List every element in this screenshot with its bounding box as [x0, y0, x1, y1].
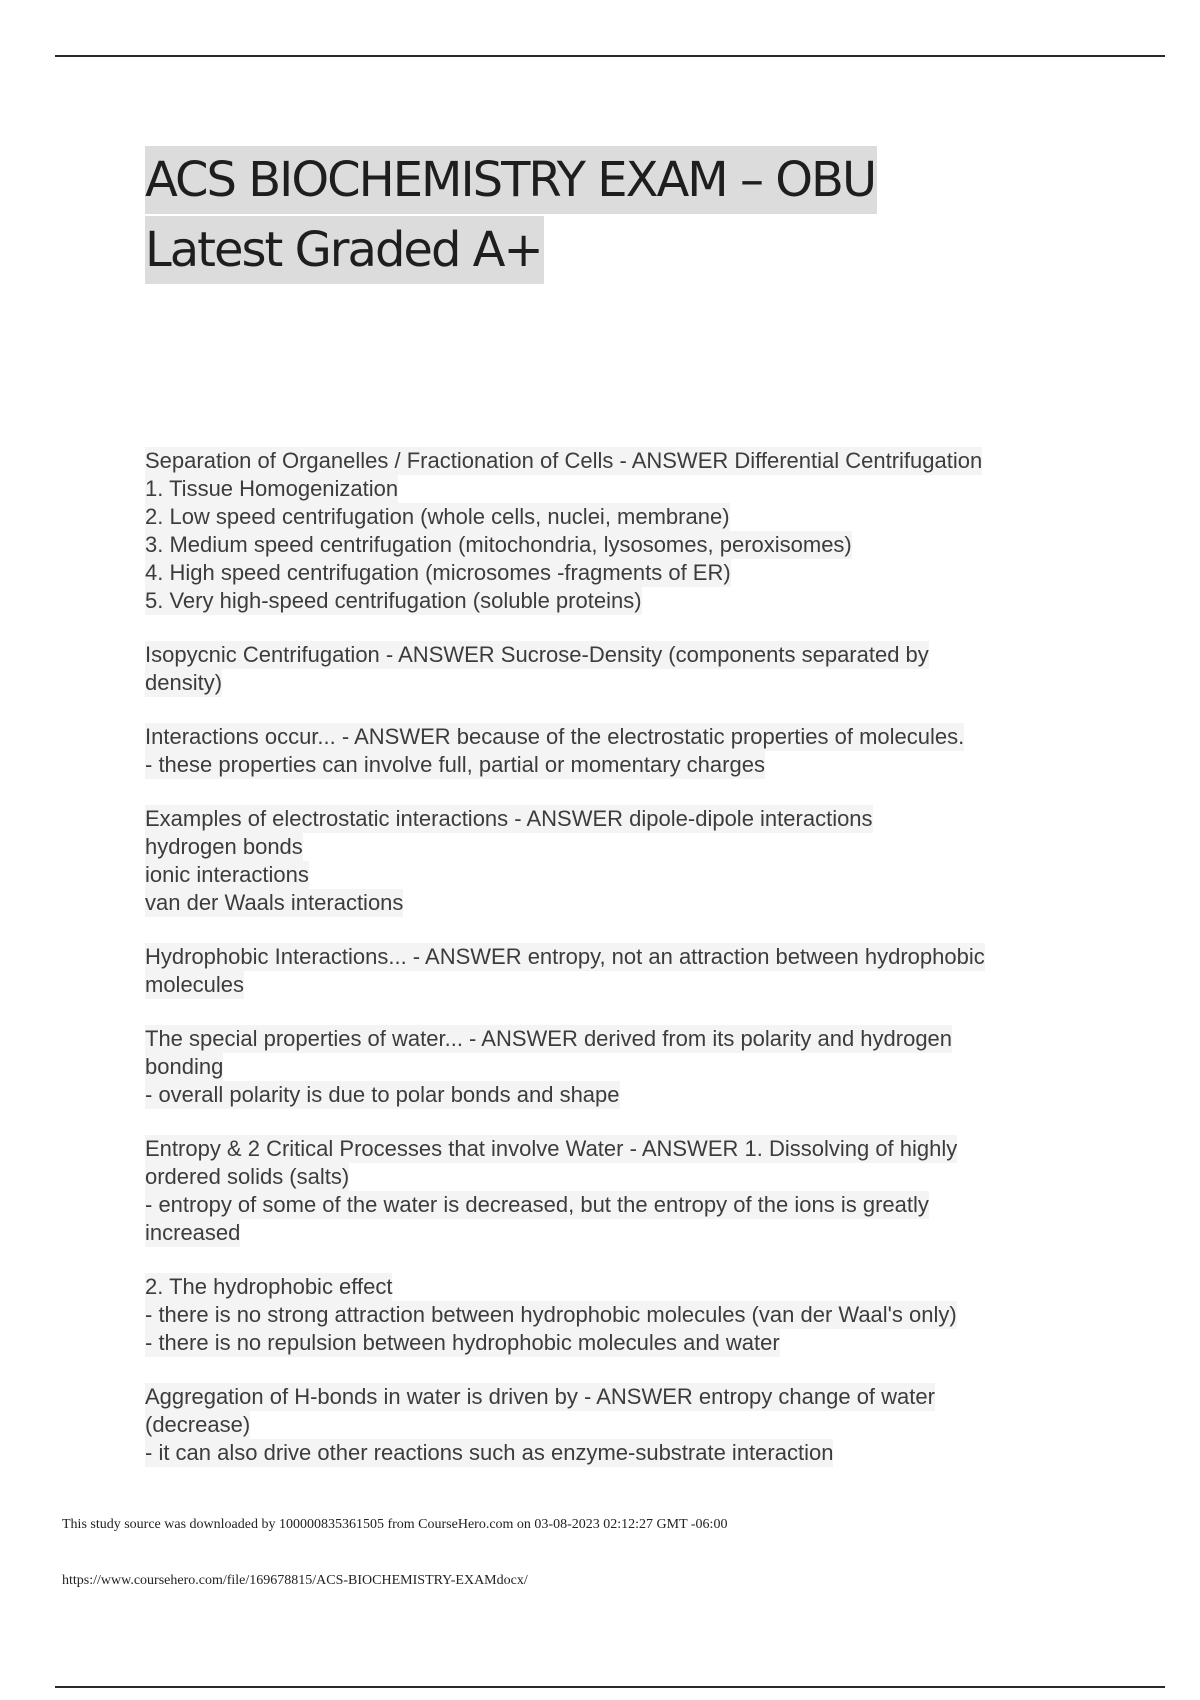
qa-block	[145, 943, 1075, 999]
qa-line: 4. High speed centrifugation (microsomes -fragments of ER)	[145, 560, 731, 585]
qa-line: ionic interactions	[145, 862, 309, 887]
qa-block	[145, 447, 1075, 615]
top-rule	[55, 55, 1165, 57]
qa-line: Isopycnic Centrifugation - ANSWER Sucrose-Density (components separated by	[145, 642, 929, 667]
qa-list	[145, 447, 1075, 1493]
qa-line: Separation of Organelles / Fractionation of Cells - ANSWER Differential Centrifugation	[145, 448, 983, 473]
qa-line: - these properties can involve full, partial or momentary charges	[145, 752, 765, 777]
qa-line: The special properties of water... - ANSWER derived from its polarity and hydrogen	[145, 1026, 953, 1051]
qa-line: - entropy of some of the water is decreased, but the entropy of the ions is greatly	[145, 1192, 929, 1217]
title-line-2: Latest Graded A+	[145, 216, 544, 284]
qa-line: - there is no strong attraction between hydrophobic molecules (van der Waal's only)	[145, 1302, 957, 1327]
qa-block	[145, 1383, 1075, 1467]
qa-line: density)	[145, 670, 223, 695]
qa-line: bonding	[145, 1054, 224, 1079]
qa-line: - there is no repulsion between hydrophobic molecules and water	[145, 1330, 780, 1355]
qa-line: Examples of electrostatic interactions - ANSWER dipole-dipole interactions	[145, 806, 873, 831]
qa-line: Entropy & 2 Critical Processes that involve Water - ANSWER 1. Dissolving of highly	[145, 1136, 958, 1161]
qa-line: ordered solids (salts)	[145, 1164, 350, 1189]
qa-block	[145, 805, 1075, 917]
document-title	[145, 146, 877, 284]
qa-line: van der Waals interactions	[145, 890, 404, 915]
qa-line: 2. Low speed centrifugation (whole cells, nuclei, membrane)	[145, 504, 730, 529]
qa-line: Interactions occur... - ANSWER because of the electrostatic properties of molecules.	[145, 724, 965, 749]
qa-block	[145, 1135, 1075, 1247]
download-notice: This study source was downloaded by 100000835361505 from CourseHero.com on 03-08-2023 02:12:27 GMT -06:00	[62, 1517, 728, 1532]
qa-block	[145, 723, 1075, 779]
qa-block	[145, 1273, 1075, 1357]
qa-line: (decrease)	[145, 1412, 251, 1437]
qa-line: increased	[145, 1220, 241, 1245]
source-url: https://www.coursehero.com/file/169678815/ACS-BIOCHEMISTRY-EXAMdocx/	[62, 1573, 528, 1588]
qa-line: Aggregation of H-bonds in water is driven by - ANSWER entropy change of water	[145, 1384, 935, 1409]
qa-block	[145, 641, 1075, 697]
qa-line: 3. Medium speed centrifugation (mitochondria, lysosomes, peroxisomes)	[145, 532, 852, 557]
title-line-1: ACS BIOCHEMISTRY EXAM – OBU	[145, 146, 877, 214]
qa-line: - overall polarity is due to polar bonds and shape	[145, 1082, 620, 1107]
qa-block	[145, 1025, 1075, 1109]
qa-line: hydrogen bonds	[145, 834, 303, 859]
qa-line: - it can also drive other reactions such as enzyme-substrate interaction	[145, 1440, 834, 1465]
bottom-rule	[55, 1686, 1165, 1688]
qa-line: molecules	[145, 972, 245, 997]
qa-line: 2. The hydrophobic effect	[145, 1274, 393, 1299]
qa-line: 5. Very high-speed centrifugation (soluble proteins)	[145, 588, 642, 613]
qa-line: Hydrophobic Interactions... - ANSWER entropy, not an attraction between hydrophobic	[145, 944, 985, 969]
qa-line: 1. Tissue Homogenization	[145, 476, 399, 501]
